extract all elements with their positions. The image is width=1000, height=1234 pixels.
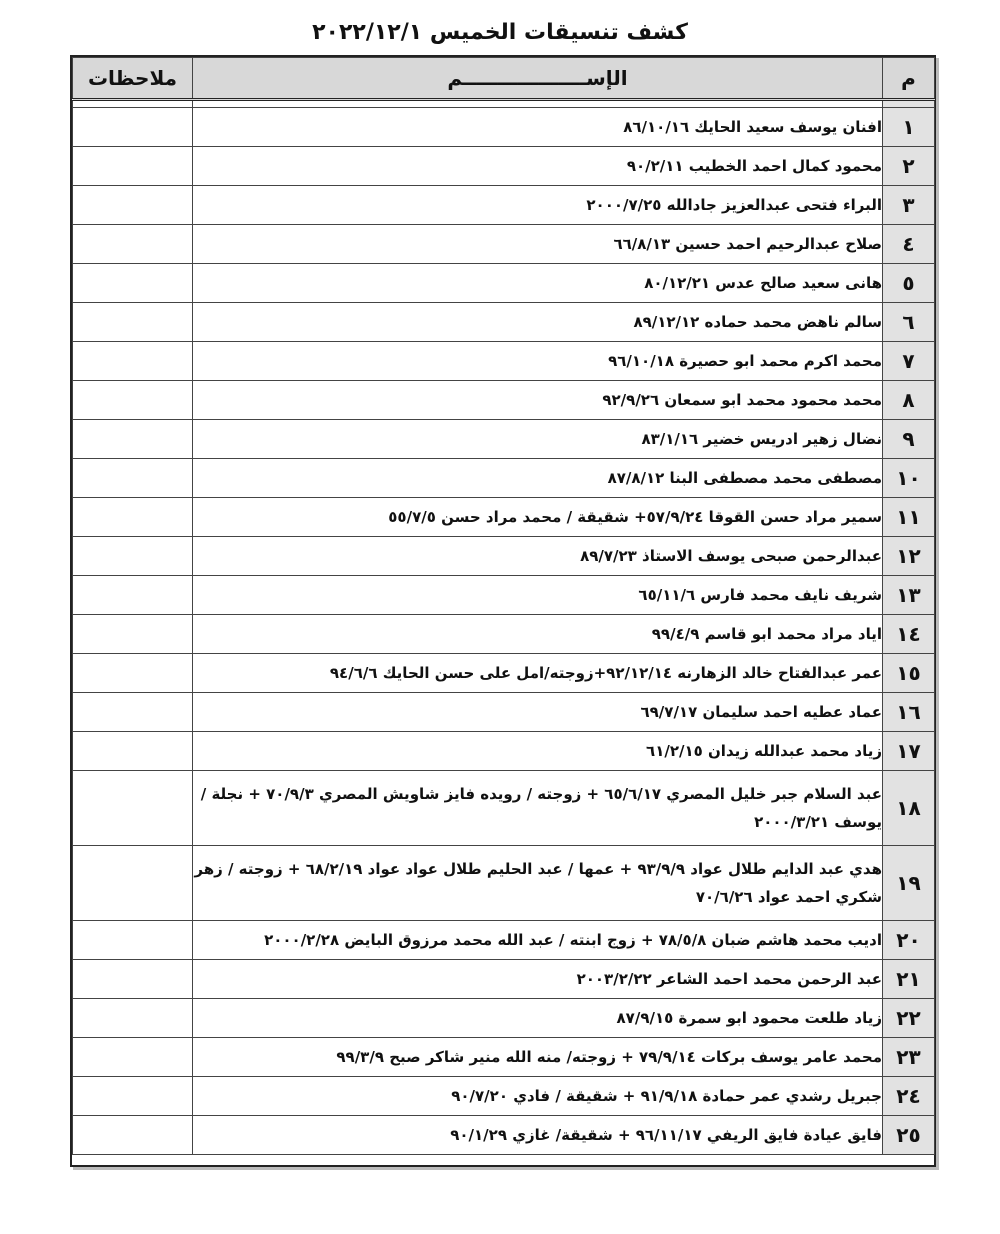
row-notes <box>73 147 193 186</box>
table-row <box>73 771 935 846</box>
row-notes <box>73 999 193 1038</box>
row-number: ٧ <box>883 342 935 381</box>
row-notes <box>73 576 193 615</box>
row-notes <box>73 693 193 732</box>
row-name: محمد اكرم محمد ابو حصيرة ٩٦/١٠/١٨ <box>193 342 883 381</box>
row-name: محمود كمال احمد الخطيب ٩٠/٢/١١ <box>193 147 883 186</box>
table-row <box>73 846 935 921</box>
row-number: ١٣ <box>883 576 935 615</box>
row-notes <box>73 960 193 999</box>
table-row <box>73 186 935 225</box>
row-number: ١٦ <box>883 693 935 732</box>
row-number: ٦ <box>883 303 935 342</box>
row-notes <box>73 381 193 420</box>
row-name: عبد الرحمن محمد احمد الشاعر ٢٠٠٣/٢/٢٢ <box>193 960 883 999</box>
table-row <box>73 498 935 537</box>
table-row <box>73 108 935 147</box>
row-number: ٢ <box>883 147 935 186</box>
table-row <box>73 1038 935 1077</box>
table-header-row <box>73 58 935 100</box>
table-row <box>73 342 935 381</box>
row-number: ٢١ <box>883 960 935 999</box>
table-row <box>73 303 935 342</box>
row-notes <box>73 615 193 654</box>
row-notes <box>73 498 193 537</box>
row-name: زياد محمد عبدالله زيدان ٦١/٢/١٥ <box>193 732 883 771</box>
row-number: ٢٤ <box>883 1077 935 1116</box>
row-notes <box>73 846 193 921</box>
row-number: ٢٠ <box>883 921 935 960</box>
row-name: سمير مراد حسن القوقا ٥٧/٩/٢٤+ شقيقة / محمد مراد حسن ٥٥/٧/٥ <box>193 498 883 537</box>
table-row <box>73 693 935 732</box>
row-name: اديب محمد هاشم ضبان ٧٨/٥/٨ + زوج ابنته / عبد الله محمد مرزوق البايض ٢٠٠٠/٢/٢٨ <box>193 921 883 960</box>
row-name: محمد محمود محمد ابو سمعان ٩٢/٩/٢٦ <box>193 381 883 420</box>
row-name: افنان يوسف سعيد الحايك ٨٦/١٠/١٦ <box>193 108 883 147</box>
row-number: ٢٥ <box>883 1116 935 1155</box>
table-row <box>73 999 935 1038</box>
row-number: ٩ <box>883 420 935 459</box>
row-name: هانى سعيد صالح عدس ٨٠/١٢/٢١ <box>193 264 883 303</box>
row-name: محمد عامر يوسف بركات ٧٩/٩/١٤ + زوجته/ منه الله منير شاكر صبح ٩٩/٣/٩ <box>193 1038 883 1077</box>
row-number: ١ <box>883 108 935 147</box>
row-notes <box>73 921 193 960</box>
table-row <box>73 225 935 264</box>
table-row <box>73 264 935 303</box>
table-row <box>73 1116 935 1155</box>
table-row <box>73 1077 935 1116</box>
row-name: نضال زهير ادريس خضير ٨٣/١/١٦ <box>193 420 883 459</box>
row-name: عبد السلام جبر خليل المصري ٦٥/٦/١٧ + زوجته / رويده فايز شاويش المصري ٧٠/٩/٣ + نجلة / يوسف ٢٠٠٠/٣/٢١ <box>193 771 883 846</box>
table-spacer <box>73 100 935 108</box>
row-notes <box>73 108 193 147</box>
roster-body <box>73 100 935 1155</box>
page-title: كشف تنسيقات الخميس ٢٠٢٢/١٢/١ <box>312 20 688 45</box>
row-notes <box>73 342 193 381</box>
row-notes <box>73 459 193 498</box>
row-notes <box>73 654 193 693</box>
table-row <box>73 921 935 960</box>
row-notes <box>73 1116 193 1155</box>
table-row <box>73 960 935 999</box>
row-notes <box>73 537 193 576</box>
row-number: ٤ <box>883 225 935 264</box>
roster-sheet <box>70 55 936 1167</box>
header-number: م <box>883 58 935 100</box>
table-row <box>73 537 935 576</box>
row-number: ٨ <box>883 381 935 420</box>
row-number: ٣ <box>883 186 935 225</box>
header-notes: ملاحظات <box>73 58 193 100</box>
table-row <box>73 147 935 186</box>
row-name: عبدالرحمن صبحى يوسف الاستاذ ٨٩/٧/٢٣ <box>193 537 883 576</box>
row-name: زياد طلعت محمود ابو سمرة ٨٧/٩/١٥ <box>193 999 883 1038</box>
row-notes <box>73 420 193 459</box>
row-name: جبريل رشدي عمر حمادة ٩١/٩/١٨ + شقيقة / فادي ٩٠/٧/٢٠ <box>193 1077 883 1116</box>
table-row <box>73 615 935 654</box>
row-name: مصطفى محمد مصطفى البنا ٨٧/٨/١٢ <box>193 459 883 498</box>
row-number: ١٧ <box>883 732 935 771</box>
row-name: عمر عبدالفتاح خالد الزهارنه ٩٢/١٢/١٤+زوجته/امل على حسن الحايك ٩٤/٦/٦ <box>193 654 883 693</box>
row-name: اياد مراد محمد ابو قاسم ٩٩/٤/٩ <box>193 615 883 654</box>
row-notes <box>73 264 193 303</box>
row-notes <box>73 303 193 342</box>
row-number: ٢٢ <box>883 999 935 1038</box>
row-name: هدي عبد الدايم طلال عواد ٩٣/٩/٩ + عمها / عبد الحليم طلال عواد عواد ٦٨/٢/١٩ + زوجته / زهر شكري احمد عواد ٧٠/٦/٢٦ <box>193 846 883 921</box>
row-number: ١٢ <box>883 537 935 576</box>
row-number: ٢٣ <box>883 1038 935 1077</box>
row-number: ١٥ <box>883 654 935 693</box>
row-notes <box>73 1038 193 1077</box>
row-number: ١٤ <box>883 615 935 654</box>
row-number: ١٩ <box>883 846 935 921</box>
table-row <box>73 381 935 420</box>
row-name: شريف نايف محمد فارس ٦٥/١١/٦ <box>193 576 883 615</box>
row-name: سالم ناهض محمد حماده ٨٩/١٢/١٢ <box>193 303 883 342</box>
row-number: ٥ <box>883 264 935 303</box>
row-number: ١٠ <box>883 459 935 498</box>
row-name: صلاح عبدالرحيم احمد حسين ٦٦/٨/١٣ <box>193 225 883 264</box>
header-name: الإســــــــــــــــــم <box>193 58 883 100</box>
table-row <box>73 732 935 771</box>
table-row <box>73 459 935 498</box>
table-row <box>73 576 935 615</box>
row-notes <box>73 225 193 264</box>
row-notes <box>73 732 193 771</box>
row-name: فايق عيادة فايق الريفي ٩٦/١١/١٧ + شقيقة/ غازي ٩٠/١/٢٩ <box>193 1116 883 1155</box>
roster-table <box>72 57 935 1155</box>
row-name: عماد عطيه احمد سليمان ٦٩/٧/١٧ <box>193 693 883 732</box>
row-name: البراء فتحى عبدالعزيز جادالله ٢٠٠٠/٧/٢٥ <box>193 186 883 225</box>
row-notes <box>73 186 193 225</box>
row-number: ١٨ <box>883 771 935 846</box>
row-notes <box>73 771 193 846</box>
table-row <box>73 420 935 459</box>
row-number: ١١ <box>883 498 935 537</box>
table-row <box>73 654 935 693</box>
row-notes <box>73 1077 193 1116</box>
